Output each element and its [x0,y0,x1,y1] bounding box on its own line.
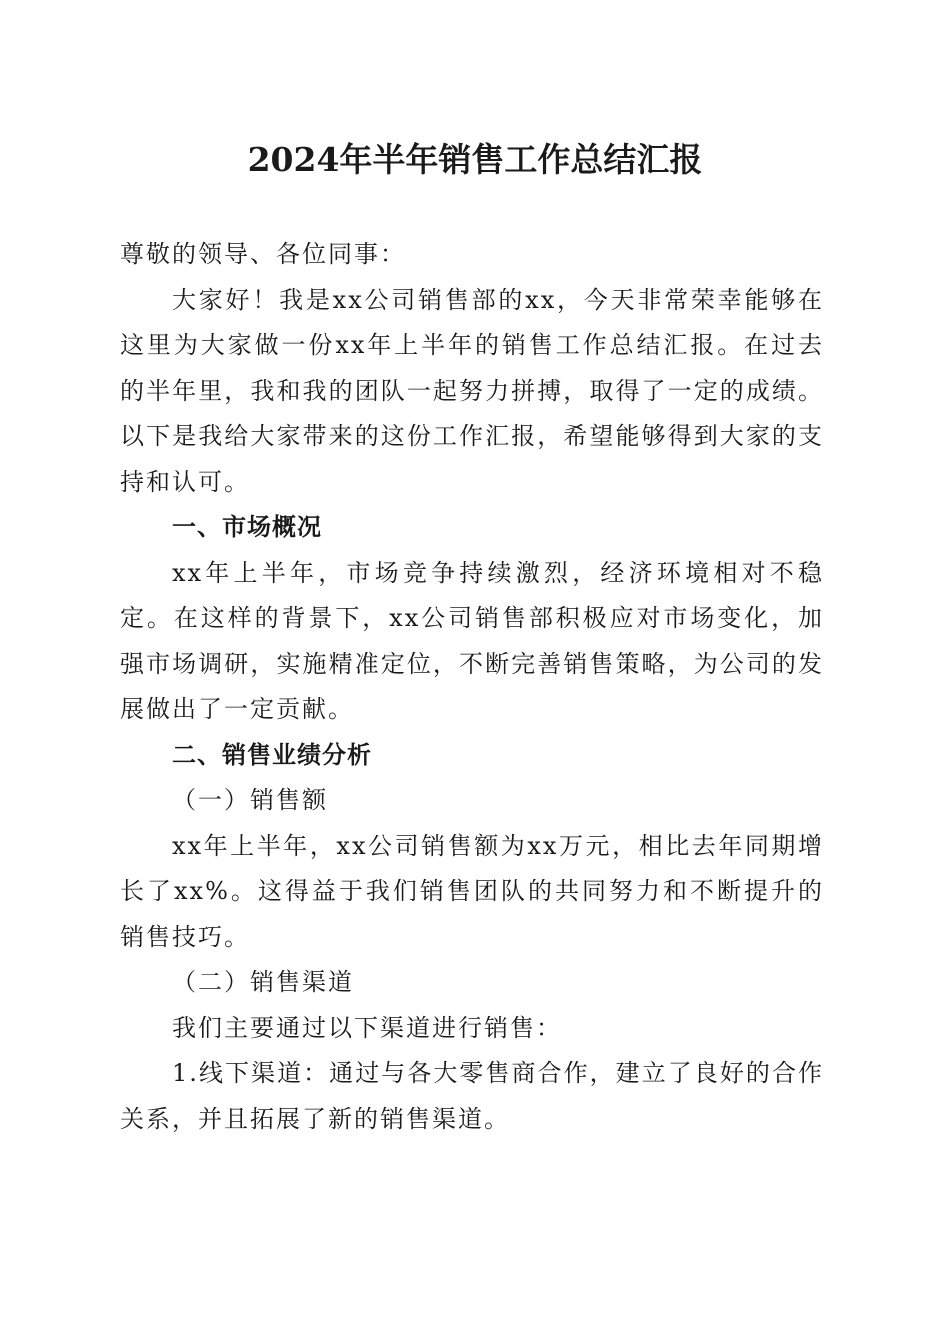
subheading-revenue: （一）销售额 [172,786,328,814]
document-title: 2024年半年销售工作总结汇报 [247,140,703,179]
section-heading-sales: 二、销售业绩分析 [172,740,372,769]
channel-item-offline: 1.线下渠道：通过与各大零售商合作，建立了良好的合作关系，并且拓展了新的销售渠道。 [120,1059,824,1133]
document-body [120,232,824,1142]
revenue-paragraph: xx年上半年，xx公司销售额为xx万元，相比去年同期增长了xx%。这得益于我们销售团队的共同努力和不断提升的销售技巧。 [120,831,824,951]
section-heading-market: 一、市场概况 [172,513,322,541]
market-paragraph: xx年上半年，市场竞争持续激烈，经济环境相对不稳定。在这样的背景下，xx公司销售部积极应对市场变化，加强市场调研，实施精准定位，不断完善销售策略，为公司的发展做出了一定贡献。 [120,558,824,723]
channels-intro: 我们主要通过以下渠道进行销售： [172,1013,562,1042]
subheading-channels: （二）销售渠道 [172,968,354,996]
salutation: 尊敬的领导、各位同事： [120,240,406,268]
intro-paragraph: 大家好！我是xx公司销售部的xx，今天非常荣幸能够在这里为大家做一份xx年上半年的销售工作总结汇报。在过去的半年里，我和我的团队一起努力拼搏，取得了一定的成绩。以下是我给大家带来的这份工作汇报，希望能够得到大家的支持和认可。 [120,285,824,496]
